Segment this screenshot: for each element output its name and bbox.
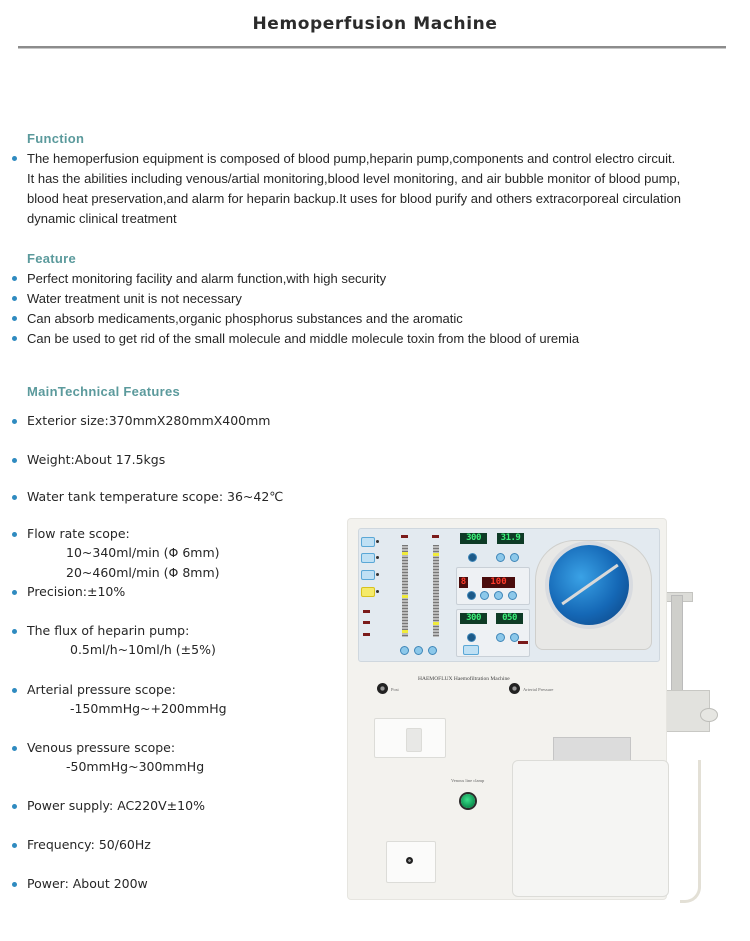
- indicator-dot: [376, 590, 379, 593]
- heparin-time-display: 300: [460, 613, 487, 624]
- spec-precision: Precision:±10%: [27, 584, 126, 599]
- panel-button: [361, 553, 375, 563]
- bullet-icon: [12, 419, 17, 424]
- arterial-pressure-scale: [402, 545, 408, 637]
- bullet-icon: [12, 276, 17, 281]
- panel-button: [361, 537, 375, 547]
- panel-round-button: [496, 633, 505, 642]
- panel-round-button: [480, 591, 489, 600]
- bullet-icon: [12, 336, 17, 341]
- function-heading: Function: [27, 131, 85, 146]
- bullet-icon: [12, 629, 17, 634]
- post-pressure-port: [377, 683, 388, 694]
- function-line-4: dynamic clinical treatment: [27, 211, 177, 226]
- panel-button: [361, 570, 375, 580]
- spec-flow-rate-6mm: 10~340ml/min (Φ 6mm): [66, 545, 220, 560]
- panel-round-button: [468, 553, 477, 562]
- scale-marker: [433, 622, 439, 625]
- panel-round-button: [467, 633, 476, 642]
- spec-flow-rate-8mm: 20~460ml/min (Φ 8mm): [66, 565, 220, 580]
- alarm-led: [363, 621, 370, 624]
- feature-heading: Feature: [27, 251, 77, 266]
- alarm-led: [363, 610, 370, 613]
- scale-led: [401, 535, 408, 538]
- venous-clamp-label: Venous line clamp: [451, 778, 485, 783]
- panel-round-button: [508, 591, 517, 600]
- panel-button-yellow: [361, 587, 375, 597]
- arterial-port-label: Arterial Pressure: [523, 687, 554, 692]
- spec-arterial-pressure-value: -150mmHg~+200mmHg: [70, 701, 227, 716]
- feature-item: Perfect monitoring facility and alarm function,with high security: [27, 271, 387, 286]
- indicator-dot: [376, 573, 379, 576]
- bullet-icon: [12, 882, 17, 887]
- panel-round-button: [467, 591, 476, 600]
- pump-rate-display: 100: [482, 577, 515, 588]
- spec-power: Power: About 200w: [27, 876, 148, 891]
- panel-round-button: [494, 591, 503, 600]
- panel-round-button: [428, 646, 437, 655]
- spec-weight: Weight:About 17.5kgs: [27, 452, 166, 467]
- spec-heparin-flux-value: 0.5ml/h~10ml/h (±5%): [70, 642, 216, 657]
- alarm-led: [363, 633, 370, 636]
- level-sensor-port: [406, 857, 413, 864]
- bullet-icon: [12, 746, 17, 751]
- arterial-pressure-port: [509, 683, 520, 694]
- scale-marker: [402, 595, 408, 598]
- indicator-dot: [376, 556, 379, 559]
- feature-item: Can be used to get rid of the small molecule and middle molecule toxin from the blood of uremia: [27, 331, 580, 346]
- function-line-3: blood heat preservation,and alarm for heparin backup.It uses for blood purify and others extracorporeal circulation: [27, 191, 681, 206]
- spec-venous-pressure: Venous pressure scope:: [27, 740, 176, 755]
- bullet-icon: [12, 532, 17, 537]
- bullet-icon: [12, 156, 17, 161]
- panel-round-button: [496, 553, 505, 562]
- function-line-1: The hemoperfusion equipment is composed of blood pump,heparin pump,components and control electro circuit.: [27, 151, 676, 166]
- temperature-display: 31.9: [497, 533, 524, 544]
- bullet-icon: [12, 688, 17, 693]
- pump-digit-display: 8: [460, 577, 467, 587]
- bullet-icon: [12, 590, 17, 595]
- feature-item: Water treatment unit is not necessary: [27, 291, 242, 306]
- bullet-icon: [12, 316, 17, 321]
- spec-exterior-size: Exterior size:370mmX280mmX400mm: [27, 413, 271, 428]
- bullet-icon: [12, 843, 17, 848]
- tank-hose: [680, 760, 701, 903]
- bullet-icon: [12, 458, 17, 463]
- spec-flow-rate: Flow rate scope:: [27, 526, 130, 541]
- iv-pole: [671, 595, 683, 697]
- bullet-icon: [12, 804, 17, 809]
- post-port-label: Post: [391, 687, 399, 692]
- title-divider: [18, 46, 726, 49]
- panel-round-button: [400, 646, 409, 655]
- spec-venous-pressure-value: -50mmHg~300mmHg: [66, 759, 205, 774]
- bullet-icon: [12, 495, 17, 500]
- spec-frequency: Frequency: 50/60Hz: [27, 837, 151, 852]
- panel-button: [463, 645, 479, 655]
- function-line-2: It has the abilities including venous/artial monitoring,blood level monitoring, and air bubble monitor of blood pump,: [27, 171, 681, 186]
- page-title: Hemoperfusion Machine: [252, 14, 498, 34]
- bullet-icon: [12, 296, 17, 301]
- clamp-slot: [406, 728, 422, 752]
- heparin-led: [518, 641, 528, 644]
- scale-led: [432, 535, 439, 538]
- time-display: 300: [460, 533, 487, 544]
- spec-arterial-pressure: Arterial pressure scope:: [27, 682, 176, 697]
- indicator-dot: [376, 540, 379, 543]
- machine-brand-label: HAEMOFLUX Haemofiltration Machine: [418, 676, 510, 682]
- scale-marker: [433, 553, 439, 556]
- scale-marker: [402, 552, 408, 555]
- venous-clamp-button: [461, 794, 475, 808]
- panel-round-button: [414, 646, 423, 655]
- feature-item: Can absorb medicaments,organic phosphorus substances and the aromatic: [27, 311, 463, 326]
- water-tank: [512, 760, 669, 897]
- scale-marker: [402, 630, 408, 633]
- side-hook: [700, 708, 718, 722]
- spec-heparin-flux: The flux of heparin pump:: [27, 623, 190, 638]
- panel-round-button: [510, 553, 519, 562]
- spec-power-supply: Power supply: AC220V±10%: [27, 798, 205, 813]
- spec-water-tank-temperature: Water tank temperature scope: 36~42℃: [27, 489, 284, 504]
- technical-heading: MainTechnical Features: [27, 384, 181, 399]
- heparin-rate-display: 050: [496, 613, 523, 624]
